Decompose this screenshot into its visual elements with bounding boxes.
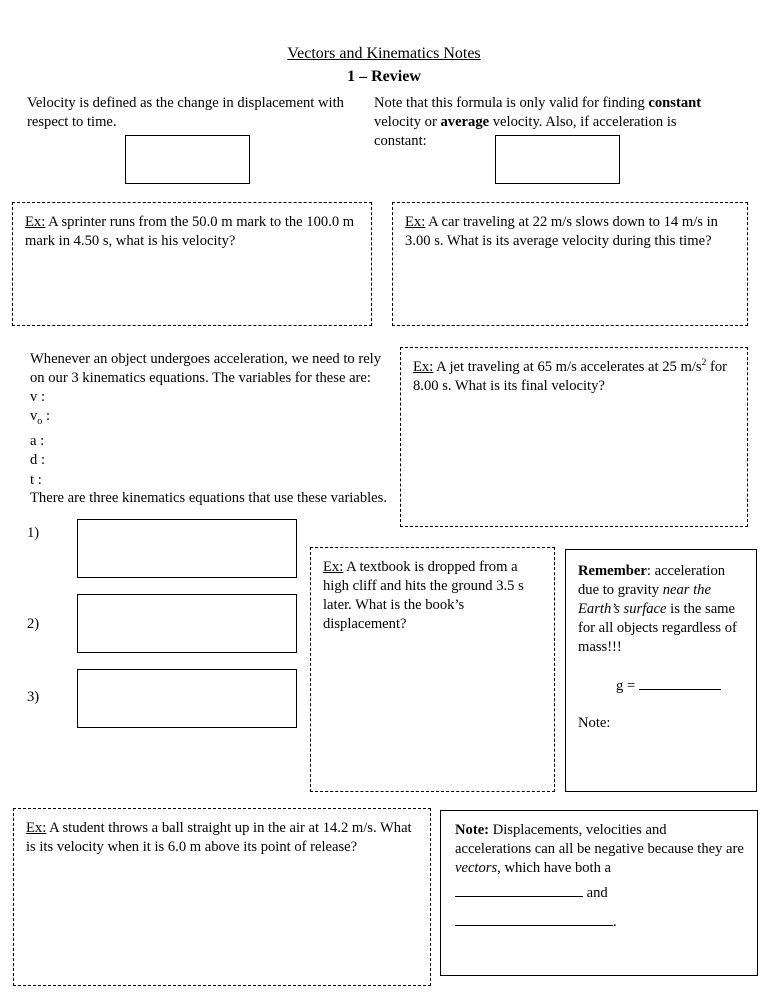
example-car-text: A car traveling at 22 m/s slows down to 14 m/s in 3.00 s. What is its average velocity during this time?	[405, 214, 718, 249]
velocity-formula-box[interactable]	[125, 135, 250, 184]
note-text-part2: velocity or	[374, 114, 441, 130]
note-vectors-blank-row-2	[455, 913, 745, 932]
example-jet-text-part1: A jet traveling at 65 m/s accelerates at 25 m/s	[436, 359, 702, 375]
example-textbook-text: A textbook is dropped from a high cliff and hits the ground 3.5 s later. What is the book’s displacement?	[323, 559, 524, 632]
remember-text-part2: is the same for all objects regardless of mass!!!	[578, 601, 737, 655]
variable-symbol: v	[30, 408, 38, 425]
acceleration-intro-block	[30, 350, 398, 490]
variable-item-a	[30, 432, 398, 451]
page-subtitle: 1 – Review	[347, 68, 421, 85]
three-equations-text: There are three kinematics equations that use these variables.	[30, 490, 387, 506]
note-vectors-blank-row-1	[455, 884, 745, 903]
velocity-definition-label: Velocity is defined as the change in displacement with respect to time.	[27, 95, 344, 130]
example-ball-content	[14, 809, 430, 857]
remember-paragraph	[578, 562, 746, 657]
note-text-part1: Note that this formula is only valid for finding	[374, 95, 649, 111]
note-vectors-paragraph	[455, 821, 745, 878]
variable-separator: :	[42, 408, 50, 425]
velocity-definition-text	[27, 94, 367, 132]
vector-component-blank-1[interactable]	[455, 884, 583, 897]
remember-note-label: Note:	[578, 715, 611, 731]
remember-content	[566, 550, 756, 733]
variable-item-t	[30, 471, 398, 490]
note-vectors-text-part2: , which have both a	[497, 860, 612, 876]
page-title-line1	[0, 44, 768, 64]
note-vectors-content	[441, 811, 757, 932]
equation-answer-box-2[interactable]	[77, 594, 297, 653]
acceleration-intro-text: Whenever an object undergoes acceleration, we need to rely on our 3 kinematics equations. The variables for these are:	[30, 351, 382, 386]
example-sprinter-content	[13, 203, 371, 251]
remember-italic-phrase: near the Earth’s surface	[578, 582, 711, 617]
variable-symbol: a	[30, 432, 37, 449]
note-vectors-label: Note:	[455, 822, 490, 838]
note-vectors-italic-word: vectors	[455, 860, 498, 876]
variable-separator: :	[36, 432, 45, 449]
example-car-content	[393, 203, 747, 251]
example-label: Ex:	[323, 559, 344, 575]
acceleration-formula-box[interactable]	[495, 135, 620, 184]
note-vectors-period: .	[613, 914, 617, 930]
gravity-blank-field[interactable]	[639, 677, 721, 690]
example-jet-text-part2: for 8.00 s. What is its final velocity?	[413, 359, 727, 394]
equation-answer-box-1[interactable]	[77, 519, 297, 578]
example-sprinter-text: A sprinter runs from the 50.0 m mark to the 100.0 m mark in 4.50 s, what is his velocity?	[25, 214, 355, 249]
equation-answer-box-3[interactable]	[77, 669, 297, 728]
example-label: Ex:	[25, 214, 46, 230]
variable-separator: :	[34, 471, 42, 488]
page-title-text: Vectors and Kinematics Notes	[287, 45, 481, 62]
remember-label: Remember	[578, 563, 647, 579]
example-sprinter-box[interactable]	[12, 202, 372, 326]
vector-component-blank-2[interactable]	[455, 913, 613, 926]
note-text-part3: velocity. Also, if acceleration is constant:	[374, 114, 677, 149]
equation-number-1: 1)	[27, 525, 40, 541]
note-vectors-and-word: and	[586, 885, 608, 901]
example-jet-superscript: 2	[701, 358, 707, 369]
example-car-box[interactable]	[392, 202, 748, 326]
equation-number-3: 3)	[27, 689, 40, 705]
example-jet-box[interactable]	[400, 347, 748, 527]
example-label: Ex:	[26, 820, 47, 836]
remember-text-part1: : acceleration due to gravity	[578, 563, 726, 598]
variable-subscript: o	[37, 416, 43, 428]
variable-list	[30, 388, 398, 490]
note-bold-constant: constant	[648, 95, 702, 111]
gravity-value-row	[578, 677, 746, 696]
variable-symbol: t	[30, 471, 35, 488]
variable-separator: :	[37, 389, 45, 405]
gravity-label: g =	[616, 678, 639, 694]
equation-number-2: 2)	[27, 616, 40, 632]
note-vectors-box[interactable]	[440, 810, 758, 976]
example-label: Ex:	[413, 359, 434, 375]
variable-item-v0	[30, 407, 398, 431]
variable-item-v	[30, 388, 398, 407]
variable-symbol: d	[30, 452, 38, 469]
example-label: Ex:	[405, 214, 426, 230]
example-ball-text: A student throws a ball straight up in the air at 14.2 m/s. What is its velocity when it is 6.0 m above its point of release?	[26, 820, 412, 855]
remember-gravity-box[interactable]	[565, 549, 757, 792]
example-textbook-content	[311, 548, 554, 634]
example-textbook-box[interactable]	[310, 547, 555, 792]
variable-symbol: v	[30, 389, 38, 405]
example-ball-box[interactable]	[13, 808, 431, 986]
variable-item-d	[30, 451, 398, 470]
example-jet-content	[401, 348, 747, 396]
variable-separator: :	[37, 452, 45, 469]
note-bold-average: average	[440, 114, 490, 130]
note-vectors-text-part1: Displacements, velocities and accelerations can all be negative because they are	[455, 822, 744, 857]
